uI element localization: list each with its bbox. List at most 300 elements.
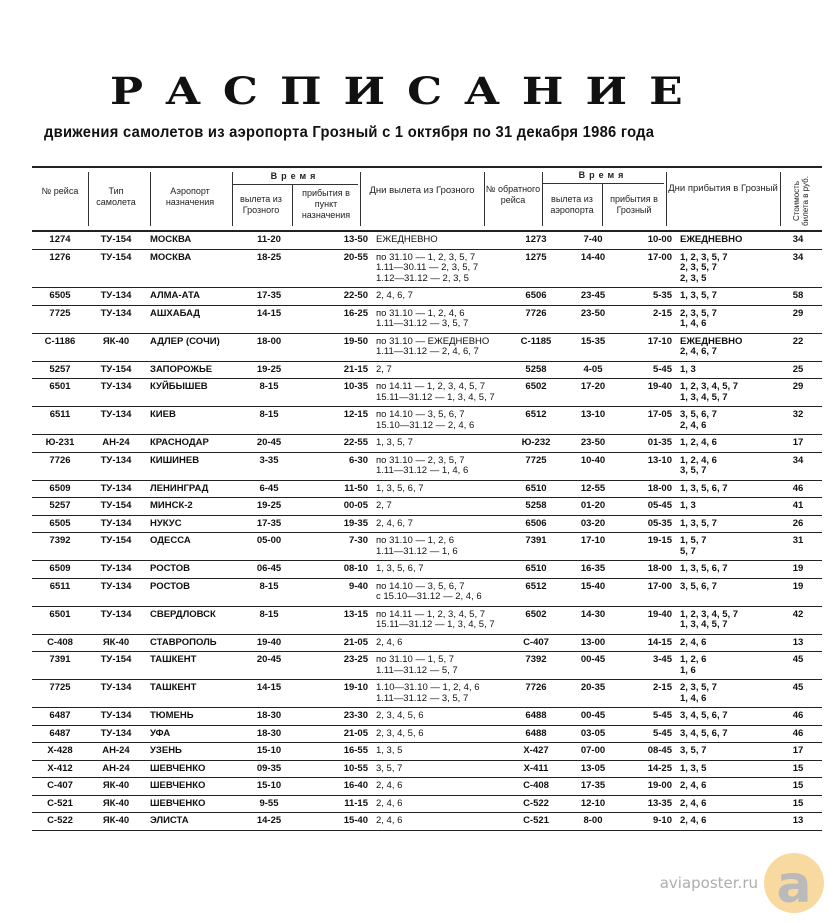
aircraft-type: ЯК-40 xyxy=(102,780,130,791)
departure-time: 09-35 xyxy=(256,762,282,774)
return-departure-time: 00-45 xyxy=(580,654,606,665)
header-dep-grozny: вылета из Грозного xyxy=(240,194,282,215)
return-arrival-days-line: 3, 5, 6, 7 xyxy=(680,580,717,592)
destination: МИНСК-2 xyxy=(150,500,193,511)
ticket-price: 15 xyxy=(792,762,804,774)
aircraft-type: ТУ-134 xyxy=(100,608,132,620)
departure-time: 11-20 xyxy=(257,234,281,245)
return-arrival-time: 5-45 xyxy=(652,710,672,721)
departure-time: 20-45 xyxy=(256,437,282,448)
destination: КИЕВ xyxy=(150,409,176,420)
return-departure-time: 15-40 xyxy=(580,580,606,592)
return-departure-time: 17-20 xyxy=(580,381,606,392)
departure-days xyxy=(372,638,508,649)
flight-no: 7726 xyxy=(49,454,71,466)
return-arrival-days-line: 2, 4, 6, 7 xyxy=(680,346,717,357)
departure-days xyxy=(372,309,508,330)
return-flight-no: 6510 xyxy=(525,482,547,494)
return-arrival-days xyxy=(672,610,786,631)
departure-days xyxy=(372,410,508,431)
departure-days xyxy=(372,235,508,246)
table-row xyxy=(32,435,822,453)
flight-no: 6509 xyxy=(49,563,71,574)
table-row xyxy=(32,407,822,435)
return-arrival-days-line: 1, 2, 4, 6 xyxy=(680,454,717,466)
ticket-price: 34 xyxy=(792,454,804,466)
return-arrival-days xyxy=(672,816,786,827)
departure-days xyxy=(372,582,508,603)
destination: ТАШКЕНТ xyxy=(150,682,197,693)
destination: СТАВРОПОЛЬ xyxy=(150,636,217,648)
flight-no: 1276 xyxy=(49,251,71,263)
arrival-time: 00-05 xyxy=(343,500,368,511)
return-arrival-days xyxy=(672,729,786,740)
return-departure-time: 13-05 xyxy=(580,762,606,774)
flight-no: 6505 xyxy=(49,517,71,529)
return-arrival-days-line: ЕЖЕДНЕВНО xyxy=(680,234,743,245)
page-title: РАСПИСАНИЕ xyxy=(110,69,705,114)
return-flight-no: 6512 xyxy=(525,580,547,592)
arrival-time: 6-30 xyxy=(348,454,368,466)
departure-time: 20-45 xyxy=(256,654,282,665)
flight-no: С-408 xyxy=(47,636,73,648)
return-arrival-time: 9-10 xyxy=(652,815,672,826)
return-arrival-time: 17-00 xyxy=(647,251,672,263)
return-arrival-days-line: 1, 2, 4, 6 xyxy=(680,437,717,448)
return-flight-no: С-521 xyxy=(523,815,549,826)
arrival-time: 11-50 xyxy=(344,482,368,494)
ticket-price: 29 xyxy=(792,307,804,319)
return-arrival-time: 13-35 xyxy=(647,797,672,809)
ticket-price: 25 xyxy=(792,363,804,375)
ticket-price: 32 xyxy=(792,409,804,420)
arrival-time: 19-35 xyxy=(343,517,368,529)
ticket-price: 15 xyxy=(792,780,804,791)
ticket-price: 17 xyxy=(792,437,804,448)
return-flight-no: 6510 xyxy=(525,563,547,574)
return-arrival-time: 5-35 xyxy=(652,290,672,301)
ticket-price: 42 xyxy=(792,608,804,620)
return-departure-time: 14-40 xyxy=(580,251,606,263)
arrival-time: 10-55 xyxy=(343,762,368,774)
arrival-time: 16-55 xyxy=(343,745,368,756)
destination: ЗАПОРОЖЬЕ xyxy=(150,363,213,375)
return-flight-no: 6506 xyxy=(525,290,547,301)
return-arrival-days xyxy=(672,410,786,431)
table-row xyxy=(32,680,822,708)
return-flight-no: 7726 xyxy=(525,682,547,693)
departure-days xyxy=(372,337,508,358)
departure-time: 06-45 xyxy=(256,563,282,574)
return-arrival-time: 17-00 xyxy=(647,580,672,592)
return-arrival-time: 17-05 xyxy=(647,409,672,420)
destination: АШХАБАД xyxy=(150,307,201,319)
flight-no: Х-412 xyxy=(47,762,73,774)
ticket-price: 34 xyxy=(792,251,804,263)
arrival-time: 22-55 xyxy=(343,437,368,448)
flight-no: С-1186 xyxy=(44,335,76,347)
table-row xyxy=(32,813,822,831)
flight-no: 6487 xyxy=(49,710,71,721)
return-arrival-time: 10-00 xyxy=(647,234,672,245)
departure-time: 05-00 xyxy=(256,535,282,546)
return-arrival-days-line: 1, 3, 4, 5, 7 xyxy=(680,391,728,403)
return-arrival-days-line: 2, 4, 6 xyxy=(680,636,707,648)
return-arrival-time: 19-00 xyxy=(647,780,672,791)
table-row xyxy=(32,708,822,726)
ticket-price: 46 xyxy=(792,710,804,721)
return-arrival-days-line: 1, 4, 6 xyxy=(680,318,707,329)
aircraft-type: ТУ-154 xyxy=(100,363,132,375)
return-arrival-time: 14-25 xyxy=(647,762,672,774)
departure-days xyxy=(372,382,508,403)
departure-days-line: по 31.10 — ЕЖЕДНЕВНО xyxy=(376,335,490,347)
header-dep-airport: вылета из аэропорта xyxy=(550,194,594,215)
arrival-time: 9-40 xyxy=(348,580,368,592)
aircraft-type: АН-24 xyxy=(102,762,130,774)
return-departure-time: 15-35 xyxy=(580,335,606,347)
return-arrival-days-line: 2, 3, 5, 7 xyxy=(680,262,717,273)
destination: УФА xyxy=(150,727,171,739)
destination: ЭЛИСТА xyxy=(150,815,189,826)
return-departure-time: 12-55 xyxy=(580,482,606,494)
return-arrival-days xyxy=(672,438,786,449)
departure-days-line: 15.11—31.12 — 1, 3, 4, 5, 7 xyxy=(376,619,495,630)
departure-days xyxy=(372,799,508,810)
return-arrival-time: 05-35 xyxy=(647,517,672,529)
destination: КИШИНЕВ xyxy=(150,454,200,466)
aircraft-type: ТУ-134 xyxy=(100,727,132,739)
ticket-price: 58 xyxy=(792,290,804,301)
return-flight-no: 1273 xyxy=(525,234,547,245)
return-flight-no: 6488 xyxy=(525,710,547,721)
return-arrival-days xyxy=(672,309,786,330)
departure-time: 18-30 xyxy=(256,710,282,721)
destination: УЗЕНЬ xyxy=(150,745,182,756)
departure-time: 19-25 xyxy=(256,363,282,375)
departure-days-line: по 31.10 — 1, 2, 3, 5, 7 xyxy=(376,251,476,263)
aircraft-type: ЯК-40 xyxy=(102,636,130,648)
return-arrival-time: 13-10 xyxy=(647,454,672,466)
table-row xyxy=(32,743,822,761)
return-arrival-days-line: 1, 2, 3, 5, 7 xyxy=(680,251,728,263)
aircraft-type: ТУ-134 xyxy=(100,454,132,466)
departure-days xyxy=(372,456,508,477)
arrival-time: 20-55 xyxy=(343,251,368,263)
departure-days-line: ЕЖЕДНЕВНО xyxy=(376,234,438,245)
table-row xyxy=(32,334,822,362)
flight-no: С-521 xyxy=(47,797,73,809)
destination: НУКУС xyxy=(150,517,182,529)
flight-no: С-522 xyxy=(47,815,73,826)
departure-days xyxy=(372,484,508,495)
departure-time: 14-15 xyxy=(256,682,282,693)
return-departure-time: 13-00 xyxy=(580,636,606,648)
return-arrival-days xyxy=(672,501,786,512)
header-time: Время xyxy=(270,171,320,181)
departure-days-line: по 31.10 — 1, 2, 6 xyxy=(376,535,455,546)
return-departure-time: 10-40 xyxy=(580,454,606,466)
return-arrival-days-line: 1, 3, 5, 6, 7 xyxy=(680,563,728,574)
header-days-dep: Дни вылета из Грозного xyxy=(369,185,475,196)
departure-time: 14-25 xyxy=(256,815,282,826)
departure-days xyxy=(372,519,508,530)
departure-days xyxy=(372,729,508,740)
departure-days-line: 1.11—31.12 — 3, 5, 7 xyxy=(376,692,469,704)
ticket-price: 46 xyxy=(792,727,804,739)
departure-days xyxy=(372,781,508,792)
departure-days xyxy=(372,291,508,302)
flight-no: 6505 xyxy=(49,290,71,301)
return-flight-no: Х-427 xyxy=(523,745,549,756)
return-arrival-days xyxy=(672,799,786,810)
return-arrival-time: 5-45 xyxy=(652,363,672,375)
departure-time: 3-35 xyxy=(259,454,279,466)
departure-time: 9-55 xyxy=(259,797,279,809)
departure-time: 18-25 xyxy=(256,251,282,263)
return-departure-time: 14-30 xyxy=(580,608,606,620)
return-arrival-days-line: 2, 4, 6 xyxy=(680,419,707,431)
flight-no: 7725 xyxy=(49,682,71,693)
return-flight-no: С-408 xyxy=(523,780,549,791)
return-flight-no: 6512 xyxy=(525,409,547,420)
return-arrival-days xyxy=(672,365,786,376)
departure-days-line: 2, 7 xyxy=(376,363,392,375)
return-flight-no: 5258 xyxy=(525,500,547,511)
return-arrival-days-line: 1, 6 xyxy=(680,664,696,676)
return-departure-time: 23-50 xyxy=(580,307,606,319)
return-arrival-days xyxy=(672,711,786,722)
page-subtitle: движения самолетов из аэропорта Грозный с 1 октября по 31 декабря 1986 года xyxy=(44,124,655,141)
return-departure-time: 8-00 xyxy=(583,815,603,826)
departure-days-line: 15.10—31.12 — 2, 4, 6 xyxy=(376,419,475,431)
return-departure-time: 03-20 xyxy=(580,517,606,529)
aircraft-type: ТУ-134 xyxy=(100,409,132,420)
return-flight-no: 5258 xyxy=(525,363,547,375)
return-arrival-days-line: 1, 3, 5 xyxy=(680,762,707,774)
return-arrival-time: 2-15 xyxy=(652,682,672,693)
return-arrival-days-line: 1, 3, 5, 6, 7 xyxy=(680,482,728,494)
flight-no: 7725 xyxy=(49,307,71,319)
return-arrival-time: 08-45 xyxy=(647,745,672,756)
return-arrival-days xyxy=(672,781,786,792)
return-arrival-days xyxy=(672,746,786,757)
aircraft-type: ТУ-134 xyxy=(100,682,132,693)
return-arrival-days-line: 1, 5, 7 xyxy=(680,535,707,546)
aircraft-type: ТУ-134 xyxy=(100,580,132,592)
table-row xyxy=(32,726,822,744)
return-arrival-days xyxy=(672,253,786,285)
aircraft-type: ТУ-154 xyxy=(100,234,132,245)
departure-time: 18-30 xyxy=(256,727,282,739)
departure-days-line: 1.11—31.12 — 5, 7 xyxy=(376,664,458,676)
table-row xyxy=(32,652,822,680)
table-row xyxy=(32,533,822,561)
arrival-time: 21-05 xyxy=(343,636,368,648)
table-row xyxy=(32,516,822,534)
flight-no: 7392 xyxy=(49,535,71,546)
aircraft-type: ТУ-154 xyxy=(100,535,132,546)
departure-days-line: по 14.10 — 3, 5, 6, 7 xyxy=(376,409,465,420)
return-arrival-time: 5-45 xyxy=(652,727,672,739)
departure-days-line: с 15.10—31.12 — 2, 4, 6 xyxy=(376,591,482,602)
arrival-time: 16-40 xyxy=(343,780,368,791)
flight-no: 5257 xyxy=(49,500,71,511)
departure-days-line: 1.11—31.12 — 1, 4, 6 xyxy=(376,465,469,476)
aircraft-type: АН-24 xyxy=(102,745,130,756)
departure-days-line: 2, 4, 6, 7 xyxy=(376,290,413,301)
arrival-time: 13-50 xyxy=(343,234,368,245)
departure-days-line: 2, 4, 6 xyxy=(376,780,403,791)
return-arrival-time: 18-00 xyxy=(647,482,672,494)
departure-days-line: по 14.10 — 3, 5, 6, 7 xyxy=(376,580,465,592)
ticket-price: 15 xyxy=(792,797,804,809)
return-arrival-time: 18-00 xyxy=(647,563,672,574)
aircraft-type: ТУ-154 xyxy=(100,500,132,511)
return-arrival-days-line: 2, 3, 5, 7 xyxy=(680,307,717,319)
table-header xyxy=(32,168,822,230)
schedule-table xyxy=(32,166,822,831)
ticket-price: 29 xyxy=(792,381,804,392)
return-departure-time: 4-05 xyxy=(583,363,603,375)
departure-time: 17-35 xyxy=(256,517,282,529)
table-row xyxy=(32,498,822,516)
return-departure-time: 20-35 xyxy=(580,682,606,693)
arrival-time: 19-50 xyxy=(343,335,368,347)
return-arrival-days-line: 2, 4, 6 xyxy=(680,815,707,826)
return-arrival-time: 19-15 xyxy=(647,535,672,546)
return-flight-no: 7391 xyxy=(525,535,547,546)
aircraft-type: ТУ-134 xyxy=(100,290,132,301)
departure-time: 19-40 xyxy=(256,636,282,648)
return-arrival-days xyxy=(672,683,786,704)
departure-time: 18-00 xyxy=(256,335,282,347)
destination: РОСТОВ xyxy=(150,563,191,574)
departure-days xyxy=(372,438,508,449)
return-arrival-days-line: ЕЖЕДНЕВНО xyxy=(680,335,743,347)
return-arrival-days xyxy=(672,564,786,575)
return-arrival-days xyxy=(672,638,786,649)
header-flight-no: № рейса xyxy=(41,186,79,196)
return-arrival-time: 2-15 xyxy=(652,307,672,319)
return-arrival-days xyxy=(672,291,786,302)
flight-no: 6511 xyxy=(49,580,71,592)
departure-days xyxy=(372,746,508,757)
return-arrival-days-line: 1, 2, 3, 4, 5, 7 xyxy=(680,381,739,392)
header-arr-dest: прибытия в пункт назначения xyxy=(301,188,351,220)
departure-days-line: 1, 3, 5, 6, 7 xyxy=(376,563,424,574)
table-body xyxy=(32,232,822,831)
flight-no: Х-428 xyxy=(47,745,73,756)
svg-text:aviaposter.ru: aviaposter.ru xyxy=(659,874,758,892)
departure-days-line: по 14.11 — 1, 2, 3, 4, 5, 7 xyxy=(376,608,486,620)
departure-days xyxy=(372,711,508,722)
table-row xyxy=(32,607,822,635)
departure-days xyxy=(372,655,508,676)
departure-days-line: 2, 3, 4, 5, 6 xyxy=(376,727,424,739)
return-arrival-time: 19-40 xyxy=(647,608,672,620)
svg-text:a: a xyxy=(776,855,812,915)
return-arrival-days xyxy=(672,456,786,477)
departure-days-line: по 31.10 — 2, 3, 5, 7 xyxy=(376,454,465,466)
return-departure-time: 7-40 xyxy=(583,234,603,245)
flight-no: Ю-231 xyxy=(45,437,75,448)
destination: ЛЕНИНГРАД xyxy=(150,482,209,494)
departure-time: 8-15 xyxy=(259,381,279,392)
departure-time: 17-35 xyxy=(256,290,282,301)
aircraft-type: ТУ-154 xyxy=(100,251,132,263)
table-row xyxy=(32,481,822,499)
return-flight-no: 7726 xyxy=(525,307,547,319)
departure-days-line: 3, 5, 7 xyxy=(376,762,403,774)
return-arrival-days-line: 2, 4, 6 xyxy=(680,780,707,791)
departure-time: 6-45 xyxy=(259,482,279,494)
return-arrival-time: 14-15 xyxy=(647,636,672,648)
departure-time: 8-15 xyxy=(259,409,279,420)
aircraft-type: ТУ-134 xyxy=(100,517,132,529)
header-destination: Аэропорт назначения xyxy=(165,186,215,207)
arrival-time: 16-25 xyxy=(343,307,368,319)
return-departure-time: 00-45 xyxy=(580,710,606,721)
destination: ШЕВЧЕНКО xyxy=(150,780,206,791)
destination: АЛМА-АТА xyxy=(150,290,201,301)
return-arrival-days-line: 1, 2, 6 xyxy=(680,654,707,665)
aircraft-type: АН-24 xyxy=(102,437,130,448)
departure-time: 15-10 xyxy=(256,745,282,756)
table-row xyxy=(32,379,822,407)
departure-days-line: 1, 3, 5, 7 xyxy=(376,437,413,448)
header-arr-grozny: прибытия в Грозный xyxy=(610,194,658,215)
aviaposter-watermark-logo xyxy=(636,850,826,916)
flight-no: 6487 xyxy=(49,727,71,739)
return-flight-no: 7392 xyxy=(525,654,547,665)
ticket-price: 17 xyxy=(792,745,804,756)
ticket-price: 13 xyxy=(792,815,804,826)
return-arrival-days-line: 3, 5, 6, 7 xyxy=(680,409,717,420)
arrival-time: 22-50 xyxy=(343,290,368,301)
return-flight-no: Ю-232 xyxy=(521,437,551,448)
return-arrival-time: 3-45 xyxy=(652,654,672,665)
departure-days-line: 1.11—31.12 — 1, 6 xyxy=(376,545,458,557)
flight-no: 5257 xyxy=(49,363,71,375)
departure-days-line: 1.12—31.12 — 2, 3, 5 xyxy=(376,272,469,284)
ticket-price: 19 xyxy=(792,580,804,592)
table-row xyxy=(32,579,822,607)
return-arrival-days-line: 1, 3, 5, 7 xyxy=(680,517,717,529)
departure-days xyxy=(372,816,508,827)
return-arrival-days xyxy=(672,536,786,557)
header-price: Стоимость билета в руб. xyxy=(792,176,810,226)
return-arrival-time: 19-40 xyxy=(647,381,672,392)
table-row xyxy=(32,362,822,380)
return-flight-no: 6502 xyxy=(525,381,547,392)
departure-time: 8-15 xyxy=(259,580,279,592)
return-arrival-days xyxy=(672,382,786,403)
table-row xyxy=(32,796,822,814)
return-flight-no: С-407 xyxy=(523,636,549,648)
destination: МОСКВА xyxy=(150,234,192,245)
destination: РОСТОВ xyxy=(150,580,191,592)
flight-no: 6511 xyxy=(49,409,71,420)
ticket-price: 45 xyxy=(792,682,804,693)
return-departure-time: 07-00 xyxy=(580,745,606,756)
table-row xyxy=(32,778,822,796)
departure-days-line: 2, 3, 4, 5, 6 xyxy=(376,710,424,721)
aircraft-type: ТУ-134 xyxy=(100,563,132,574)
return-arrival-days xyxy=(672,519,786,530)
arrival-time: 21-15 xyxy=(343,363,368,375)
aircraft-type: ЯК-40 xyxy=(102,815,130,826)
